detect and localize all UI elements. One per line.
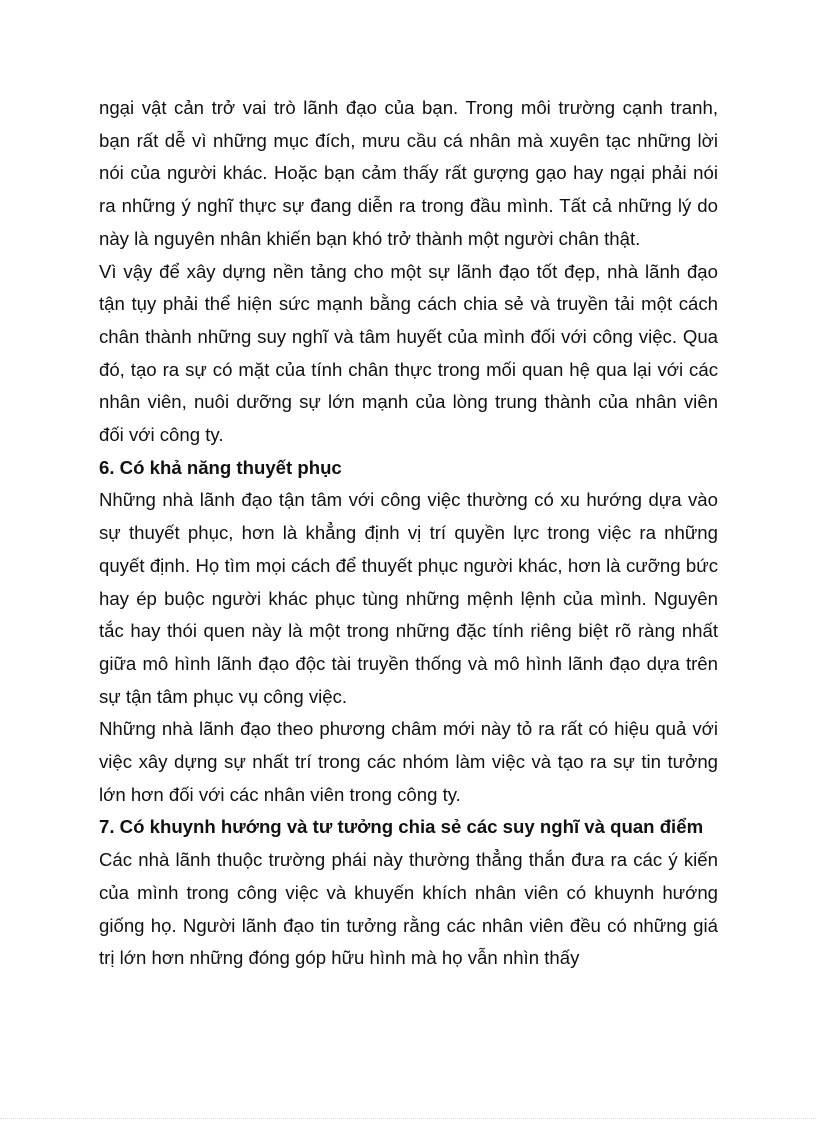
paragraph-persuasion: Những nhà lãnh đạo tận tâm với công việc thường có xu hướng dựa vào sự thuyết phục, hơn là khẳng định vị trí quyền lực trong việc ra những quyết định. Họ tìm mọi cách để thuyết phục người khác, hơn là cưỡng bức hay ép buộc người khác phục tùng những mệnh lệnh của mình. Nguyên tắc hay thói quen này là một trong những đặc tính riêng biệt rõ ràng nhất giữa mô hình lãnh đạo độc tài truyền thống và mô hình lãnh đạo dựa trên sự tận tâm phục vụ công việc. [99, 489, 718, 707]
paragraph-foundation: Vì vậy để xây dựng nền tảng cho một sự lãnh đạo tốt đẹp, nhà lãnh đạo tận tụy phải thể hiện sức mạnh bằng cách chia sẻ và truyền tải một cách chân thành những suy nghĩ và tâm huyết của mình đối với công việc. Qua đó, tạo ra sự có mặt của tính chân thực trong mối quan hệ qua lại với các nhân viên, nuôi dưỡng sự lớn mạnh của lòng trung thành của nhân viên đối với công ty. [99, 260, 718, 446]
document-body [99, 92, 718, 975]
paragraph-sharing: Các nhà lãnh thuộc trường phái này thường thẳng thắn đưa ra các ý kiến của mình trong công việc và khuyến khích nhân viên có khuynh hướng giống họ. Người lãnh đạo tin tưởng rằng các nhân viên đều có những giá trị lớn hơn những đóng góp hữu hình mà họ vẫn nhìn thấy [99, 849, 718, 969]
paragraph-effectiveness: Những nhà lãnh đạo theo phương châm mới này tỏ ra rất có hiệu quả với việc xây dựng sự nhất trí trong các nhóm làm việc và tạo ra sự tin tưởng lớn hơn đối với các nhân viên trong công ty. [99, 718, 718, 805]
paragraph-obstacles: ngại vật cản trở vai trò lãnh đạo của bạn. Trong môi trường cạnh tranh, bạn rất dễ vì những mục đích, mưu cầu cá nhân mà xuyên tạc những lời nói của người khác. Hoặc bạn cảm thấy rất gượng gạo hay ngại phải nói ra những ý nghĩ thực sự đang diễn ra trong đầu mình. Tất cả những lý do này là nguyên nhân khiến bạn khó trở thành một người chân thật. [99, 97, 718, 249]
page-bottom-divider [0, 1118, 816, 1119]
heading-persuasion: 6. Có khả năng thuyết phục [99, 456, 342, 478]
heading-sharing: 7. Có khuynh hướng và tư tưởng chia sẻ các suy nghĩ và quan điểm [99, 816, 704, 838]
